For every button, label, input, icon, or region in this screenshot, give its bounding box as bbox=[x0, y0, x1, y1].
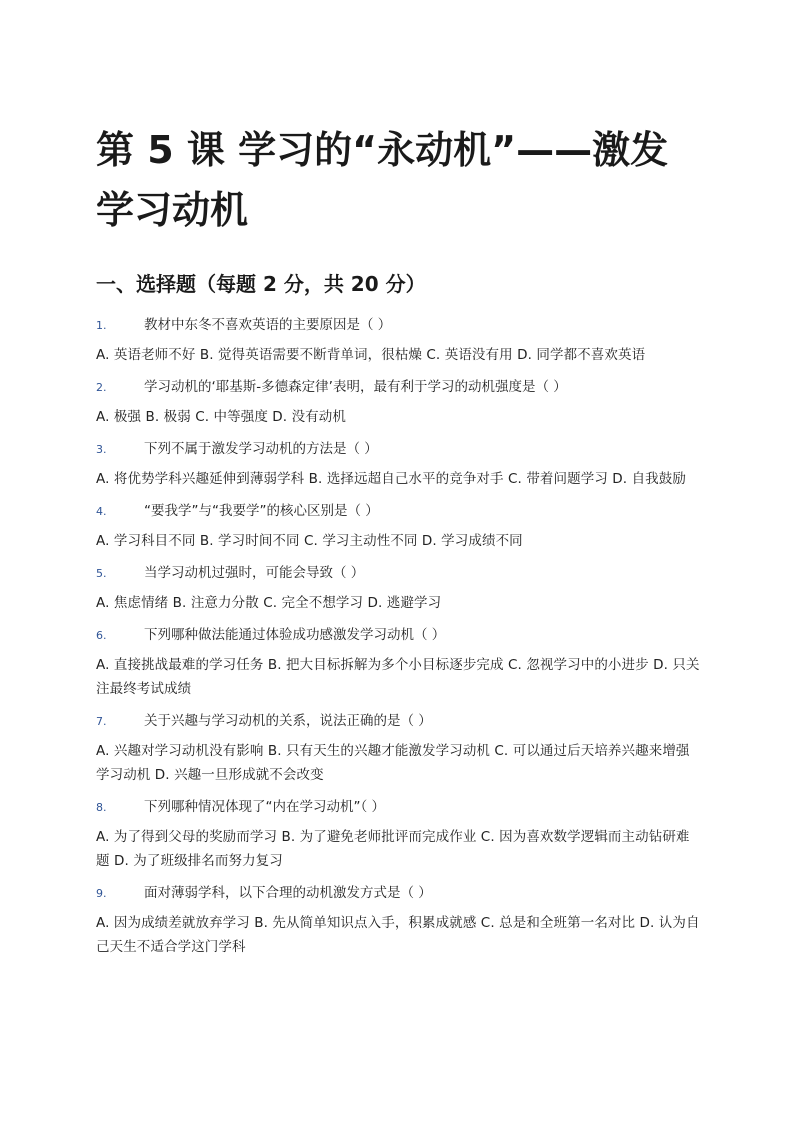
question-item bbox=[96, 372, 702, 434]
page-title: 第 5 课 学习的“永动机”——激发学习动机 bbox=[96, 128, 669, 232]
question-options: A. 学习科目不同 B. 学习时间不同 C. 学习主动性不同 D. 学习成绩不同 bbox=[96, 533, 523, 549]
section-heading: 一、选择题（每题 2 分，共 20 分） bbox=[96, 272, 426, 296]
question-stem bbox=[96, 496, 702, 526]
question-number: 8. bbox=[96, 801, 107, 814]
question-item bbox=[96, 792, 702, 878]
question-text: 教材中东冬不喜欢英语的主要原因是（ ） bbox=[144, 317, 392, 333]
question-options: A. 直接挑战最难的学习任务 B. 把大目标拆解为多个小目标逐步完成 C. 忽视学习中的小进步 D. 只关注最终考试成绩 bbox=[96, 657, 700, 697]
question-item bbox=[96, 310, 702, 372]
question-options: A. 为了得到父母的奖励而学习 B. 为了避免老师批评而完成作业 C. 因为喜欢数学逻辑而主动钻研难题 D. 为了班级排名而努力复习 bbox=[96, 829, 690, 869]
question-options: A. 英语老师不好 B. 觉得英语需要不断背单词，很枯燥 C. 英语没有用 D. 同学都不喜欢英语 bbox=[96, 347, 646, 363]
question-item bbox=[96, 434, 702, 496]
question-number: 9. bbox=[96, 887, 107, 900]
question-number: 5. bbox=[96, 567, 107, 580]
question-options: A. 因为成绩差就放弃学习 B. 先从简单知识点入手，积累成就感 C. 总是和全班第一名对比 D. 认为自己天生不适合学这门学科 bbox=[96, 915, 700, 955]
question-options: A. 将优势学科兴趣延伸到薄弱学科 B. 选择远超自己水平的竞争对手 C. 带着问题学习 D. 自我鼓励 bbox=[96, 471, 686, 487]
question-options: A. 兴趣对学习动机没有影响 B. 只有天生的兴趣才能激发学习动机 C. 可以通过后天培养兴趣来增强学习动机 D. 兴趣一旦形成就不会改变 bbox=[96, 743, 690, 783]
question-stem bbox=[96, 706, 702, 736]
question-list bbox=[96, 310, 702, 964]
question-stem bbox=[96, 878, 702, 908]
question-number: 1. bbox=[96, 319, 107, 332]
question-text: 下列哪种做法能通过体验成功感激发学习动机（ ） bbox=[144, 627, 446, 643]
question-number: 3. bbox=[96, 443, 107, 456]
question-options: A. 极强 B. 极弱 C. 中等强度 D. 没有动机 bbox=[96, 409, 346, 425]
question-text: 当学习动机过强时，可能会导致（ ） bbox=[144, 565, 365, 581]
question-text: 下列不属于激发学习动机的方法是（ ） bbox=[144, 441, 378, 457]
question-number: 6. bbox=[96, 629, 107, 642]
question-stem bbox=[96, 372, 702, 402]
question-text: “要我学”与“我要学”的核心区别是（ ） bbox=[144, 503, 379, 519]
question-item bbox=[96, 558, 702, 620]
question-text: 学习动机的‘耶基斯-多德森定律’表明，最有利于学习的动机强度是（ ） bbox=[144, 379, 567, 395]
question-stem bbox=[96, 558, 702, 588]
question-item bbox=[96, 878, 702, 964]
question-stem bbox=[96, 792, 702, 822]
question-item bbox=[96, 706, 702, 792]
question-text: 下列哪种情况体现了“内在学习动机”（ ） bbox=[144, 799, 386, 815]
question-stem bbox=[96, 434, 702, 464]
question-number: 4. bbox=[96, 505, 107, 518]
question-number: 2. bbox=[96, 381, 107, 394]
question-item bbox=[96, 496, 702, 558]
question-number: 7. bbox=[96, 715, 107, 728]
question-stem bbox=[96, 620, 702, 650]
question-text: 关于兴趣与学习动机的关系，说法正确的是（ ） bbox=[144, 713, 432, 729]
question-item bbox=[96, 620, 702, 706]
question-options: A. 焦虑情绪 B. 注意力分散 C. 完全不想学习 D. 逃避学习 bbox=[96, 595, 442, 611]
question-text: 面对薄弱学科，以下合理的动机激发方式是（ ） bbox=[144, 885, 432, 901]
question-stem bbox=[96, 310, 702, 340]
